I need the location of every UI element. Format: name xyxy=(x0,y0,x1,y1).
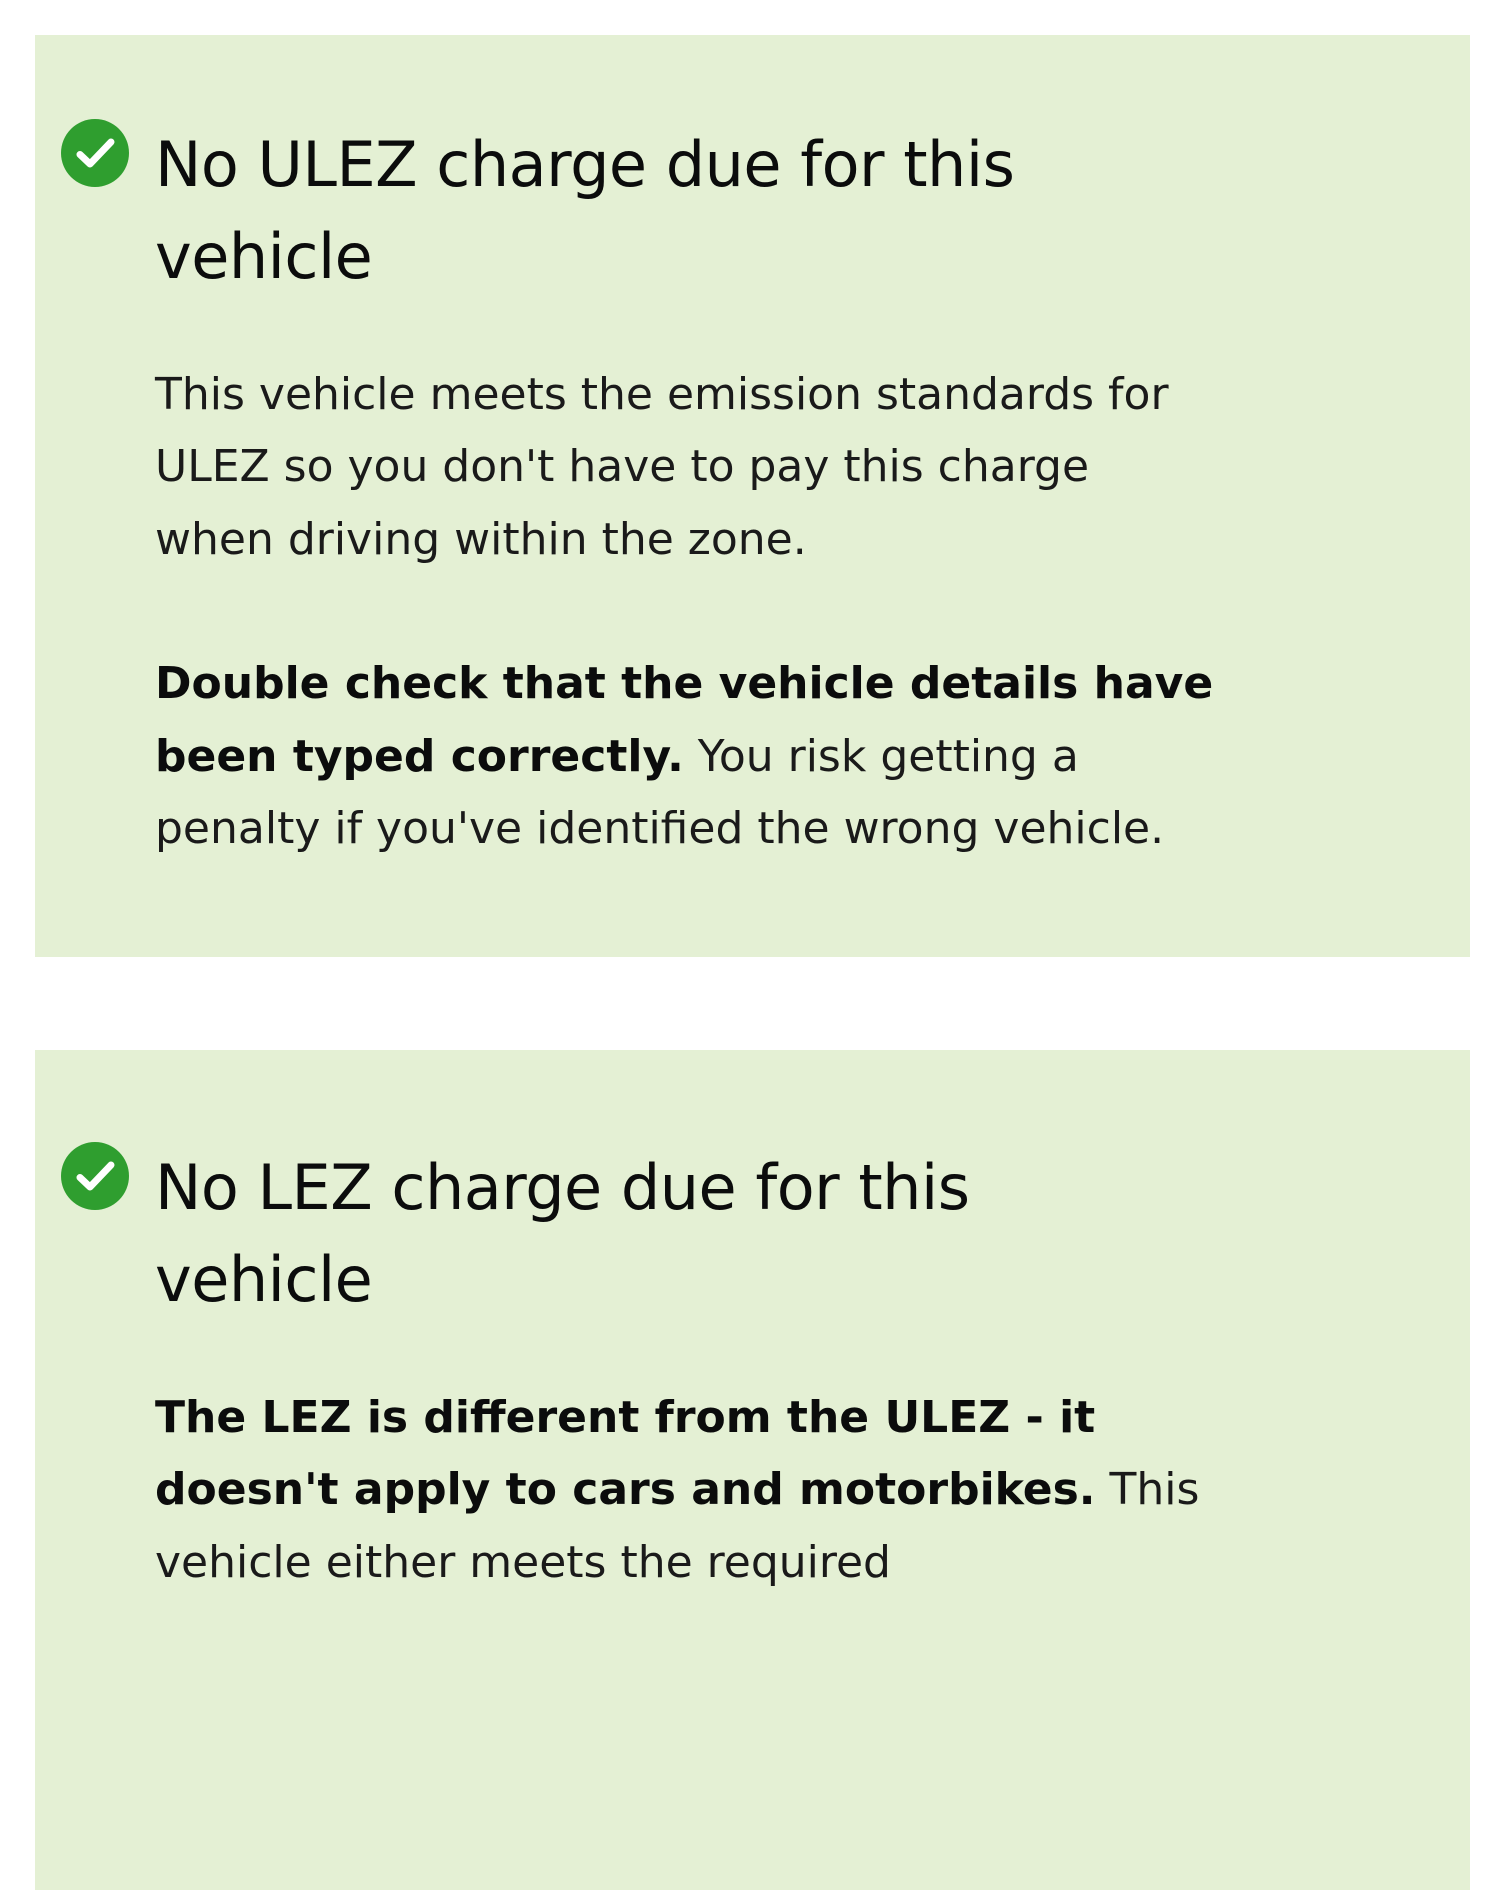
check-circle-icon xyxy=(61,1142,129,1210)
lez-description-rest: This vehicle either meets the required xyxy=(155,1464,1200,1588)
ulez-panel-title: No ULEZ charge due for this vehicle xyxy=(155,128,1015,293)
check-circle-icon xyxy=(61,119,129,187)
ulez-warning xyxy=(155,648,1215,866)
lez-result-panel xyxy=(35,1050,1470,1890)
ulez-tick-wrap xyxy=(35,119,155,187)
ulez-description: This vehicle meets the emission standards for ULEZ so you don't have to pay this charge when driving within the zone. xyxy=(155,368,1169,565)
lez-description xyxy=(155,1382,1215,1600)
lez-panel-title: No LEZ charge due for this vehicle xyxy=(155,1151,970,1316)
ulez-result-panel xyxy=(35,35,1470,957)
lez-tick-wrap xyxy=(35,1142,155,1210)
ulez-warning-rest: You risk getting a penalty if you've identified the wrong vehicle. xyxy=(155,730,1165,855)
ulez-warning-bold: Double check that the vehicle details have been typed correctly. xyxy=(155,658,1214,782)
lez-description-bold: The LEZ is different from the ULEZ - it doesn't apply to cars and motorbikes. xyxy=(155,1391,1096,1516)
